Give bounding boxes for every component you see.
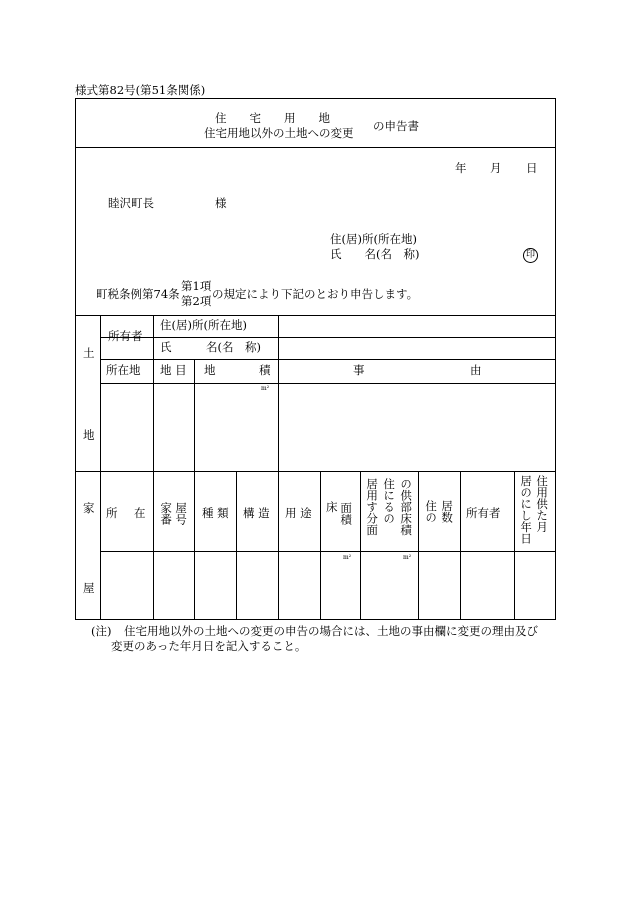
title-line1: 住 宅 用 地	[215, 111, 330, 125]
house-header-structure: 構 造	[243, 506, 270, 520]
land-header-area-a: 地	[204, 363, 216, 377]
note-label: (注)	[91, 624, 112, 638]
land-row-line1	[100, 337, 556, 338]
land-col-line-b	[278, 359, 279, 472]
house-col-3	[236, 471, 237, 620]
house-col-8	[460, 471, 461, 620]
house-col-7	[418, 471, 419, 620]
land-owner-name-label: 氏 名(名 称)	[160, 340, 261, 354]
house-res-floor-unit: m²	[403, 554, 412, 561]
declarant-address-label: 住(居)所(所在地)	[330, 232, 417, 246]
land-col-line-a	[194, 359, 195, 472]
house-floor-unit: m²	[343, 554, 352, 561]
addressee-name: 睦沢町長	[108, 196, 154, 210]
house-header-res-col2: 住にるの	[382, 478, 397, 524]
land-row-line2	[100, 359, 556, 360]
house-header-location-b: 在	[134, 506, 146, 520]
form-number: 様式第82号(第51条関係)	[75, 83, 206, 97]
house-col-1	[153, 471, 154, 620]
frame-top	[75, 98, 556, 99]
land-header-reason-b: 由	[470, 363, 482, 377]
land-row-line3	[100, 383, 556, 384]
house-section-char1: 家	[83, 501, 95, 515]
frame-bottom	[75, 619, 556, 620]
land-section-char2: 地	[83, 428, 95, 442]
title-suffix: の申告書	[373, 119, 419, 133]
addressee-honorific: 様	[215, 196, 227, 210]
statement-prefix: 町税条例第74条	[96, 287, 180, 301]
date-year: 年	[455, 161, 467, 175]
house-header-number-col2: 屋号	[174, 502, 189, 525]
section-col-line	[100, 315, 101, 620]
land-section-char1: 土	[83, 346, 95, 360]
date-day: 日	[526, 161, 538, 175]
land-owner-col-line	[153, 315, 154, 472]
note-line2: 変更のあった年月日を記入すること。	[111, 639, 307, 653]
land-owner-address-label: 住(居)所(所在地)	[160, 318, 247, 332]
house-header-owner: 所有者	[466, 506, 501, 520]
house-header-floor-col1: 床	[326, 500, 338, 514]
house-section-char2: 屋	[83, 581, 95, 595]
land-header-category: 地 目	[160, 363, 187, 377]
house-col-5	[320, 471, 321, 620]
house-col-6	[360, 471, 361, 620]
statement-clause1: 第1項	[181, 279, 212, 293]
house-header-kind: 種 類	[202, 506, 229, 520]
declarant-name-label: 氏 名(名 称)	[330, 247, 420, 261]
house-header-location-a: 所	[106, 506, 118, 520]
seal-mark: 印	[523, 248, 538, 263]
house-header-number-col1: 家番	[159, 502, 174, 525]
house-header-date-col2: 住用供た月	[535, 475, 550, 533]
title-line2: 住宅用地以外の土地への変更	[204, 126, 354, 140]
date-month: 月	[490, 161, 502, 175]
header-divider	[75, 315, 556, 316]
house-header-residents-col2: 居数	[440, 500, 455, 523]
house-col-2	[194, 471, 195, 620]
land-header-location: 所在地	[106, 363, 141, 377]
house-header-divider	[100, 551, 556, 552]
note-line1: 住宅用地以外の土地への変更の申告の場合には、土地の事由欄に変更の理由及び	[124, 624, 538, 638]
land-header-area-b: 積	[259, 363, 271, 377]
statement-suffix: の規定により下記のとおり申告します。	[212, 287, 419, 301]
title-divider	[75, 147, 556, 148]
house-header-date-col1: 居のにし年日	[519, 475, 534, 544]
land-house-divider	[75, 471, 556, 472]
frame-left	[75, 98, 76, 620]
land-area-unit: m²	[261, 385, 270, 392]
house-col-9	[514, 471, 515, 620]
land-owner-label: 所有者	[108, 329, 143, 343]
land-owner-field-line	[278, 315, 279, 360]
land-header-reason-a: 事	[353, 363, 365, 377]
house-header-use: 用 途	[285, 506, 312, 520]
house-header-floor-col2: 面積	[339, 502, 354, 525]
statement-clause2: 第2項	[181, 294, 212, 308]
house-header-residents-col1: 住の	[424, 500, 439, 523]
house-col-4	[278, 471, 279, 620]
house-header-res-col1: 居用す分面	[365, 478, 380, 536]
house-header-res-col3: の供部床積	[399, 478, 414, 536]
